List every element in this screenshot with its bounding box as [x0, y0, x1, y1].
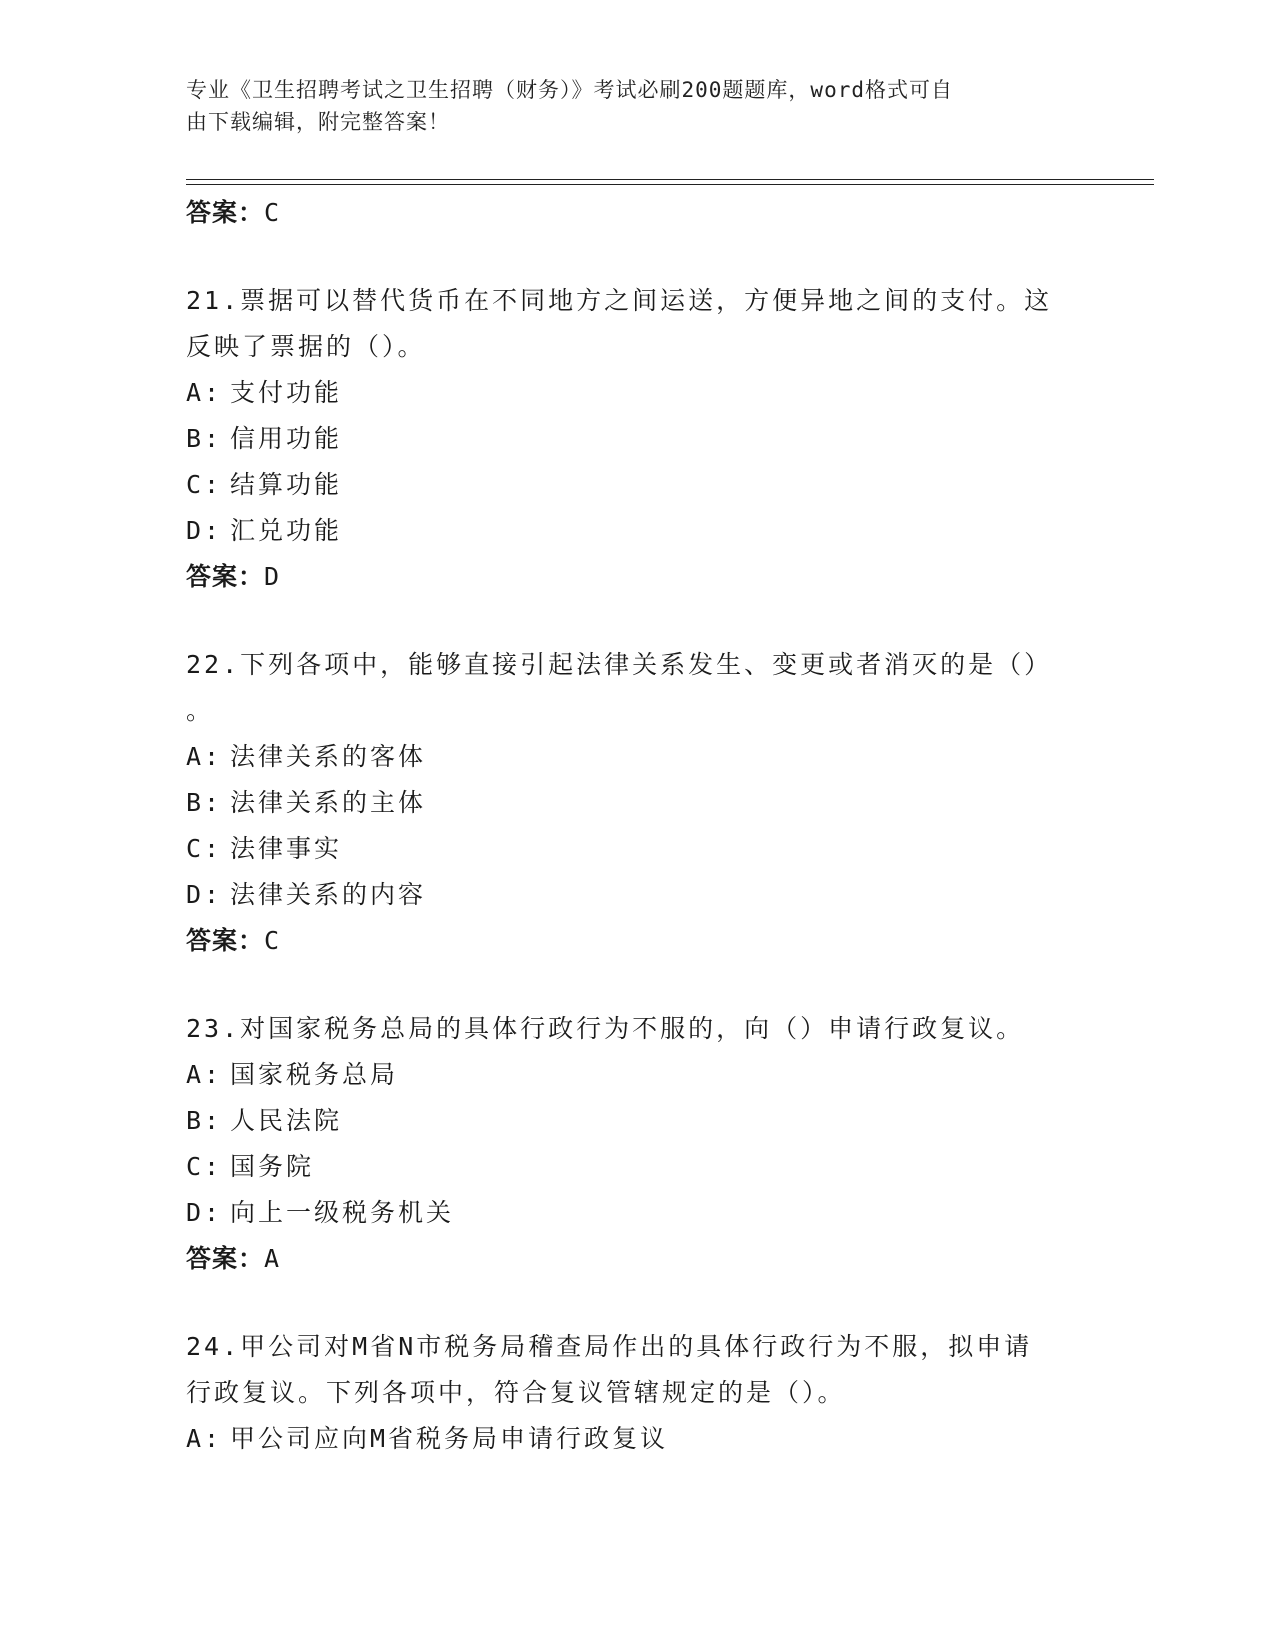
option-text: 人民法院: [230, 1106, 343, 1135]
answer-value: C: [264, 926, 281, 955]
option-letter: A:: [186, 378, 223, 407]
option-text: 国务院: [230, 1152, 315, 1181]
question-stem: [186, 1006, 1086, 1052]
answer-line: [186, 918, 1086, 964]
option-c: [186, 826, 1086, 872]
option-text: 向上一级税务机关: [230, 1198, 455, 1227]
question-text-line-2: 行政复议。下列各项中，符合复议管辖规定的是（）。: [186, 1378, 846, 1407]
option-a: [186, 734, 1086, 780]
answer-value: D: [264, 562, 281, 591]
question-text-line-1: 下列各项中，能够直接引起法律关系发生、变更或者消灭的是（）: [240, 650, 1053, 679]
question-text-line-1: 甲公司对M省N市税务局稽查局作出的具体行政行为不服，拟申请: [240, 1332, 1033, 1361]
question-21: [186, 278, 1086, 600]
option-d: [186, 1190, 1086, 1236]
option-text: 法律关系的内容: [230, 880, 427, 909]
option-c: [186, 1144, 1086, 1190]
option-letter: B:: [186, 788, 223, 817]
option-letter: A:: [186, 1424, 223, 1453]
answer-label: 答案：: [186, 1244, 265, 1273]
answer-value: C: [264, 198, 281, 227]
question-number: 23.: [186, 1014, 241, 1043]
option-text: 法律关系的主体: [230, 788, 427, 817]
option-letter: A:: [186, 1060, 223, 1089]
option-letter: C:: [186, 1152, 223, 1181]
question-stem: [186, 1324, 1086, 1370]
option-text: 法律关系的客体: [230, 742, 427, 771]
header-divider-top: [186, 179, 1154, 180]
question-text-line-1: 票据可以替代货币在不同地方之间运送，方便异地之间的支付。这: [240, 286, 1053, 315]
question-stem: [186, 278, 1086, 324]
option-b: [186, 780, 1086, 826]
answer-line: [186, 554, 1086, 600]
option-letter: B:: [186, 424, 223, 453]
option-c: [186, 462, 1086, 508]
question-text-line-2: 反映了票据的（）。: [186, 332, 426, 361]
option-letter: D:: [186, 1198, 223, 1227]
header-line-1: 专业《卫生招聘考试之卫生招聘（财务）》考试必刷200题题库，word格式可自: [186, 78, 953, 102]
option-b: [186, 416, 1086, 462]
answer-line: [186, 1236, 1086, 1282]
document-body: [186, 190, 1086, 1462]
option-letter: D:: [186, 516, 223, 545]
answer-label: 答案：: [186, 198, 265, 227]
option-d: [186, 508, 1086, 554]
question-23: [186, 1006, 1086, 1282]
option-text: 结算功能: [230, 470, 343, 499]
answer-label: 答案：: [186, 562, 265, 591]
answer-value: A: [264, 1244, 281, 1273]
option-text: 甲公司应向M省税务局申请行政复议: [230, 1424, 669, 1453]
option-letter: C:: [186, 470, 223, 499]
option-d: [186, 872, 1086, 918]
option-a: [186, 370, 1086, 416]
option-text: 国家税务总局: [230, 1060, 399, 1089]
option-a: [186, 1052, 1086, 1098]
option-letter: A:: [186, 742, 223, 771]
option-b: [186, 1098, 1086, 1144]
question-22: [186, 642, 1086, 964]
option-letter: D:: [186, 880, 223, 909]
question-text-line-1: 对国家税务总局的具体行政行为不服的，向（）申请行政复议。: [240, 1014, 1025, 1043]
question-number: 22.: [186, 650, 241, 679]
answer-line: [186, 190, 1086, 236]
option-letter: B:: [186, 1106, 223, 1135]
question-number: 24.: [186, 1332, 241, 1361]
question-stem: [186, 642, 1086, 688]
document-header: [186, 74, 1066, 138]
question-24: [186, 1324, 1086, 1462]
option-a: [186, 1416, 1086, 1462]
option-text: 支付功能: [230, 378, 343, 407]
header-line-2: 由下载编辑，附完整答案！: [186, 110, 450, 134]
question-number: 21.: [186, 286, 241, 315]
answer-label: 答案：: [186, 926, 265, 955]
option-text: 信用功能: [230, 424, 343, 453]
header-divider-bottom: [186, 184, 1154, 185]
question-text-line-2: 。: [186, 696, 215, 725]
option-letter: C:: [186, 834, 223, 863]
option-text: 汇兑功能: [230, 516, 343, 545]
option-text: 法律事实: [230, 834, 343, 863]
